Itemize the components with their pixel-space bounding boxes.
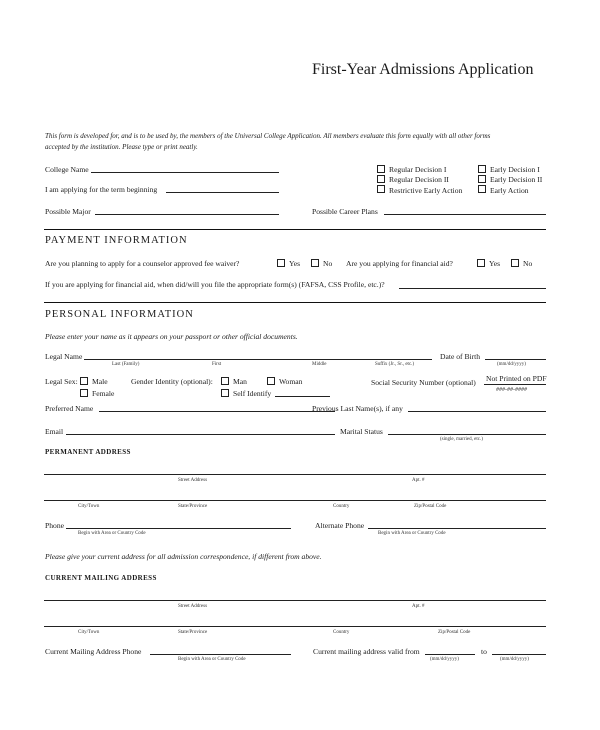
payment-heading: PAYMENT INFORMATION (45, 235, 188, 246)
preferred-name-label: Preferred Name (45, 404, 94, 413)
term-label: I am applying for the term beginning (45, 185, 158, 194)
possible-major-field[interactable] (95, 214, 279, 215)
current-phone-caption: Begin with Area or Country Code (178, 657, 246, 662)
alternate-phone-field[interactable] (368, 528, 546, 529)
dob-format-caption: (mm/dd/yyyy) (497, 362, 526, 367)
early-action-label: Early Action (490, 186, 529, 195)
permanent-state-caption: State/Province (178, 504, 208, 509)
early-decision-1-checkbox[interactable] (478, 165, 486, 173)
email-label: Email (45, 427, 64, 436)
previous-names-field[interactable] (408, 411, 546, 412)
college-name-field[interactable] (91, 172, 279, 173)
preferred-name-field[interactable] (99, 411, 335, 412)
fee-waiver-no-checkbox[interactable] (311, 259, 319, 267)
regular-decision-2-label: Regular Decision II (389, 175, 449, 184)
permanent-apt-caption: Apt. # (412, 478, 425, 483)
man-label: Man (233, 377, 247, 386)
date-of-birth-label: Date of Birth (440, 352, 481, 361)
financial-aid-yes-checkbox[interactable] (477, 259, 485, 267)
permanent-city-caption: City/Town (78, 504, 100, 509)
permanent-street-field[interactable] (44, 474, 546, 475)
male-checkbox[interactable] (80, 377, 88, 385)
permanent-country-caption: Country (333, 504, 350, 509)
self-identify-field[interactable] (275, 396, 330, 397)
self-identify-label: Self Identify (233, 389, 272, 398)
current-city-field[interactable] (44, 626, 546, 627)
ssn-format-caption: ###-##-#### (496, 387, 527, 393)
man-checkbox[interactable] (221, 377, 229, 385)
email-field[interactable] (66, 434, 335, 435)
middle-name-caption: Middle (312, 362, 327, 367)
marital-status-field[interactable] (388, 434, 546, 435)
intro-line-1: This form is developed for, and is to be used by, the members of the Universal College Application. All members evaluate this form equally with all other forms (45, 132, 491, 140)
permanent-zip-caption: Zip/Postal Code (414, 504, 447, 509)
phone-field[interactable] (66, 528, 291, 529)
valid-to-caption: (mm/dd/yyyy) (500, 657, 529, 662)
current-street-field[interactable] (44, 600, 546, 601)
first-name-caption: First (212, 362, 222, 367)
valid-from-field[interactable] (425, 654, 475, 655)
possible-major-label: Possible Major (45, 207, 91, 216)
early-decision-2-checkbox[interactable] (478, 175, 486, 183)
current-address-note: Please give your current address for all admission correspondence, if different from above. (45, 552, 322, 561)
current-phone-label: Current Mailing Address Phone (45, 647, 142, 656)
early-action-checkbox[interactable] (478, 185, 486, 193)
to-label: to (481, 647, 487, 656)
permanent-street-caption: Street Address (178, 478, 208, 483)
valid-from-caption: (mm/dd/yyyy) (430, 657, 459, 662)
restrictive-early-action-label: Restrictive Early Action (389, 186, 463, 195)
fee-waiver-yes-checkbox[interactable] (277, 259, 285, 267)
ssn-field[interactable] (484, 384, 546, 385)
female-label: Female (92, 389, 115, 398)
alternate-phone-caption: Begin with Area or Country Code (378, 531, 446, 536)
woman-checkbox[interactable] (267, 377, 275, 385)
phone-caption: Begin with Area or Country Code (78, 531, 146, 536)
financial-aid-yes-label: Yes (489, 259, 501, 268)
suffix-caption: Suffix (Jr., Sr., etc.) (375, 362, 415, 367)
payment-section-rule (44, 229, 546, 230)
marital-status-label: Marital Status (340, 427, 383, 436)
regular-decision-1-checkbox[interactable] (377, 165, 385, 173)
legal-name-label: Legal Name (45, 352, 83, 361)
current-phone-field[interactable] (150, 654, 291, 655)
self-identify-checkbox[interactable] (221, 389, 229, 397)
legal-sex-label: Legal Sex: (45, 377, 78, 386)
career-plans-field[interactable] (384, 214, 546, 215)
permanent-address-heading: PERMANENT ADDRESS (45, 448, 131, 456)
aid-forms-question: If you are applying for financial aid, when did/will you file the appropriate form(s) (FAFSA, CSS Profile, etc.)? (45, 280, 385, 289)
regular-decision-1-label: Regular Decision I (389, 165, 447, 174)
intro-line-2: accepted by the institution. Please type or print neatly. (45, 143, 198, 151)
career-plans-label: Possible Career Plans (312, 207, 378, 216)
personal-heading: PERSONAL INFORMATION (45, 309, 194, 320)
aid-forms-field[interactable] (399, 288, 546, 289)
current-state-caption: State/Province (178, 630, 208, 635)
financial-aid-no-checkbox[interactable] (511, 259, 519, 267)
ssn-label: Social Security Number (optional) (371, 378, 476, 387)
date-of-birth-field[interactable] (485, 359, 546, 360)
regular-decision-2-checkbox[interactable] (377, 175, 385, 183)
female-checkbox[interactable] (80, 389, 88, 397)
current-street-caption: Street Address (178, 604, 208, 609)
woman-label: Woman (279, 377, 303, 386)
name-note: Please enter your name as it appears on your passport or other official documents. (45, 332, 298, 341)
valid-from-label: Current mailing address valid from (313, 647, 420, 656)
personal-section-rule (44, 302, 546, 303)
current-country-caption: Country (333, 630, 350, 635)
current-mailing-address-heading: CURRENT MAILING ADDRESS (45, 574, 157, 582)
legal-name-field[interactable] (84, 359, 432, 360)
financial-aid-question: Are you applying for financial aid? (346, 259, 453, 268)
permanent-city-field[interactable] (44, 500, 546, 501)
current-city-caption: City/Town (78, 630, 100, 635)
marital-status-caption: (single, married, etc.) (440, 437, 483, 442)
fee-waiver-no-label: No (323, 259, 333, 268)
fee-waiver-question: Are you planning to apply for a counselor approved fee waiver? (45, 259, 240, 268)
alternate-phone-label: Alternate Phone (315, 521, 365, 530)
previous-names-label: Previous Last Name(s), if any (312, 404, 403, 413)
financial-aid-no-label: No (523, 259, 533, 268)
last-name-caption: Last (Family) (112, 362, 140, 367)
restrictive-early-action-checkbox[interactable] (377, 185, 385, 193)
college-name-label: College Name (45, 165, 89, 174)
current-apt-caption: Apt. # (412, 604, 425, 609)
current-zip-caption: Zip/Postal Code (438, 630, 471, 635)
gender-identity-label: Gender Identity (optional): (131, 377, 213, 386)
early-decision-2-label: Early Decision II (490, 175, 543, 184)
page-title: First-Year Admissions Application (312, 61, 534, 78)
term-field[interactable] (166, 192, 279, 193)
phone-label: Phone (45, 521, 64, 530)
valid-to-field[interactable] (492, 654, 546, 655)
early-decision-1-label: Early Decision I (490, 165, 540, 174)
ssn-not-printed: Not Printed on PDF (486, 374, 547, 383)
fee-waiver-yes-label: Yes (289, 259, 301, 268)
male-label: Male (92, 377, 108, 386)
